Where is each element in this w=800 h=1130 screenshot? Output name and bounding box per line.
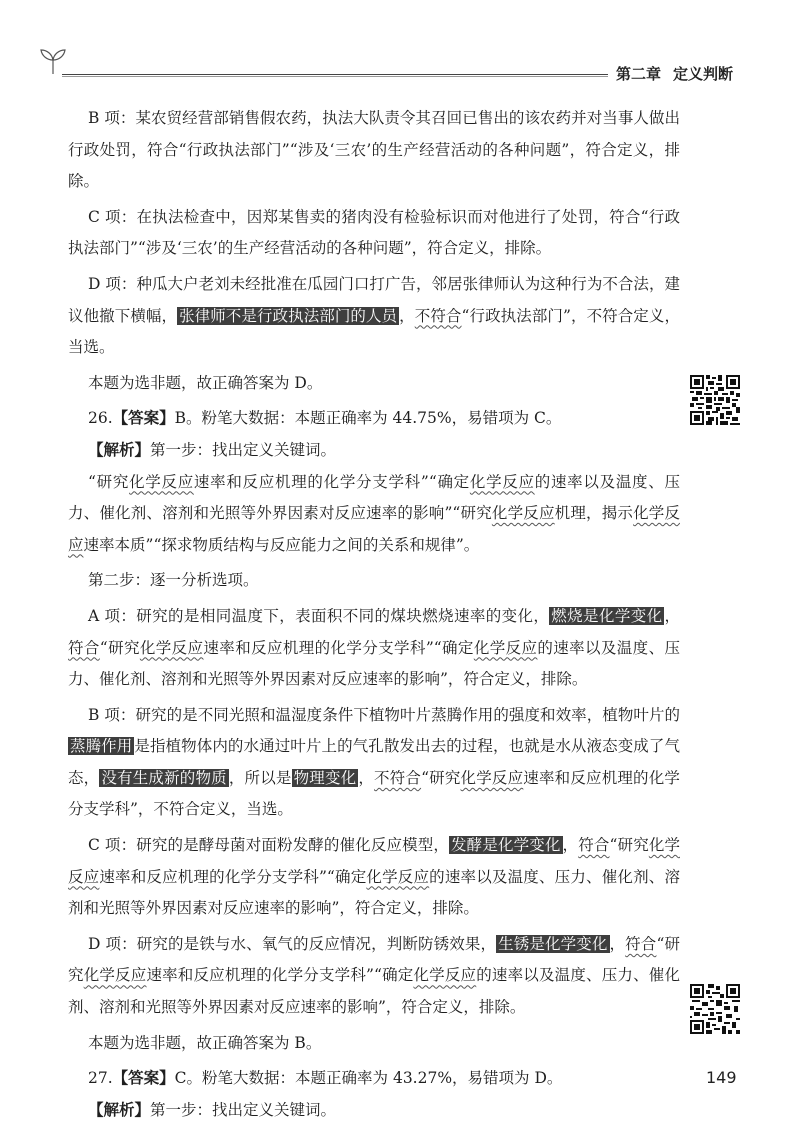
highlight: 物理变化 <box>293 768 357 787</box>
wavy-underline: 化学反应 <box>366 867 430 886</box>
highlight: 没有生成新的物质 <box>101 768 227 787</box>
text: 本题为选非题，故正确答案为 B。 <box>88 1033 322 1052</box>
answer-tag: 【答案】 <box>112 409 175 428</box>
text: “研究 <box>421 768 461 787</box>
text: ，所以是 <box>228 768 292 787</box>
q26-analysis-heading <box>68 435 680 467</box>
q26-option-d <box>68 929 680 1024</box>
text: A 项：研究的是相同温度下，表面积不同的煤块燃烧速率的变化， <box>88 606 550 625</box>
wavy-underline: 化学反应 <box>473 638 538 657</box>
text: B 项：研究的是不同光照和温湿度条件下植物叶片蒸腾作用的强度和效率，植物叶片的 <box>88 705 680 724</box>
text: “研究 <box>99 638 140 657</box>
wavy-underline: 化学反应 <box>413 966 477 985</box>
text: 是指植物体内的水通过叶片上的气孔散发出去的过程，也就是水从液态变成了气态， <box>68 737 680 787</box>
text: 第一步：找出定义关键词。 <box>150 440 337 459</box>
text: “研究 <box>88 472 130 491</box>
page-body <box>68 103 680 1126</box>
text: D 项：研究的是铁与水、氧气的反应情况，判断防锈效果， <box>88 934 497 953</box>
text: 机理，揭示 <box>554 504 634 523</box>
chapter-title <box>616 63 733 84</box>
wavy-underline: 化学反应 <box>460 768 524 787</box>
text: ， <box>664 606 680 625</box>
text: 速率和反应机理的化学分支学科”“确定 <box>193 472 470 491</box>
text: 第二步：逐一分析选项。 <box>88 571 259 590</box>
text: 速率本质”“探求物质结构与反应能力之间的关系和规律”。 <box>83 535 480 554</box>
wavy-underline: 不符合 <box>374 768 422 787</box>
option-b-paragraph <box>68 103 680 198</box>
wavy-underline: 化学反应 <box>83 966 147 985</box>
text: B。粉笔大数据：本题正确率为 44.75%，易错项为 C。 <box>174 409 562 428</box>
text: 速率和反应机理的化学分支学科”“确定 <box>203 638 474 657</box>
qr-code-icon[interactable] <box>690 375 740 425</box>
question-number: 27. <box>88 1069 113 1088</box>
page-number: 149 <box>706 1068 737 1087</box>
text: C 项：在执法检查中，因郑某售卖的猪肉没有检验标识而对他进行了处罚，符合“行政执法部门”“涉及‘三农’的生产经营活动的各种问题”，符合定义，排除。 <box>68 207 680 258</box>
q27-analysis-heading <box>68 1095 680 1127</box>
text: ， <box>609 934 626 953</box>
wavy-underline: 化学反应 <box>68 504 680 554</box>
option-d-paragraph <box>68 269 680 364</box>
chapter-label: 第二章 <box>616 65 662 83</box>
highlight: 发酵是化学变化 <box>451 836 561 855</box>
wavy-underline: 符合 <box>578 836 610 855</box>
leaf-icon <box>38 48 68 76</box>
wavy-underline: 化学反应 <box>129 472 194 491</box>
text: 第一步：找出定义关键词。 <box>150 1100 337 1119</box>
text: C。粉笔大数据：本题正确率为 43.27%，易错项为 D。 <box>174 1069 563 1088</box>
wavy-underline: 化学反应 <box>68 836 680 886</box>
q26-step2 <box>68 565 680 597</box>
answer-conclusion <box>68 368 680 400</box>
highlight: 生锈是化学变化 <box>498 934 608 953</box>
highlight: 蒸腾作用 <box>70 737 133 756</box>
text: “行政执法部门”，不符合定义，当选。 <box>68 306 680 357</box>
header-rule <box>62 74 608 75</box>
text: 速率和反应机理的化学分支学科”“确定 <box>99 867 367 886</box>
q26-option-b <box>68 700 680 826</box>
wavy-underline: 符合 <box>68 638 100 657</box>
highlight: 张律师不是行政执法部门的人员 <box>179 306 398 325</box>
text: 的速率以及温度、压力、催化剂、溶剂和光照等外界因素对反应速率的影响”，符合定义，排除。 <box>68 966 680 1017</box>
highlight: 燃烧是化学变化 <box>551 606 663 625</box>
wavy-underline: 化学反应 <box>469 472 535 491</box>
text: 的速率以及温度、压力、催化剂、溶剂和光照等外界因素对反应速率的影响”，符合定义，排除。 <box>68 867 680 918</box>
wavy-underline: 化学反应 <box>139 638 204 657</box>
text: ， <box>399 306 415 325</box>
wavy-underline: 化学反应 <box>491 504 555 523</box>
text: C 项：研究的是酵母菌对面粉发酵的催化反应模型， <box>88 836 450 855</box>
text: 本题为选非题，故正确答案为 D。 <box>88 373 323 392</box>
q26-answer <box>68 403 680 435</box>
text: “研究 <box>609 836 649 855</box>
text: 的速率以及温度、压力、催化剂、溶剂和光照等外界因素对反应速率的影响”，符合定义，排除。 <box>68 638 680 689</box>
text: B 项：某农贸经营部销售假农药，执法大队责令其召回已售出的该农药并对当事人做出行政处罚，符合“行政执法部门”“涉及‘三农’的生产经营活动的各种问题”，符合定义，排除。 <box>68 109 680 191</box>
text: 速率和反应机理的化学分支学科”，不符合定义，当选。 <box>68 768 680 819</box>
q26-keywords <box>68 467 680 562</box>
q27-answer <box>68 1063 680 1095</box>
text: “研究 <box>68 934 680 985</box>
q26-conclusion <box>68 1028 680 1060</box>
text: 速率和反应机理的化学分支学科”“确定 <box>146 966 414 985</box>
answer-tag: 【答案】 <box>112 1069 175 1088</box>
wavy-underline: 符合 <box>625 934 657 953</box>
wavy-underline: 不符合 <box>414 306 462 325</box>
analysis-tag: 【解析】 <box>88 440 151 459</box>
text: D 项：种瓜大户老刘未经批准在瓜园门口打广告，邻居张律师认为这种行为不合法，建议他撤下横幅， <box>68 274 680 325</box>
qr-code-icon[interactable] <box>690 984 740 1034</box>
text: ， <box>358 768 374 787</box>
page-header <box>0 0 800 90</box>
q26-option-c <box>68 830 680 925</box>
option-c-paragraph <box>68 202 680 265</box>
text: ， <box>562 836 579 855</box>
text: 的速率以及温度、压力、催化剂、溶剂和光照等外界因素对反应速率的影响”“研究 <box>68 472 680 523</box>
header-rule-secondary <box>62 76 608 77</box>
question-number: 26. <box>88 409 113 428</box>
q26-option-a <box>68 601 680 696</box>
analysis-tag: 【解析】 <box>88 1100 151 1119</box>
section-label: 定义判断 <box>673 65 734 83</box>
